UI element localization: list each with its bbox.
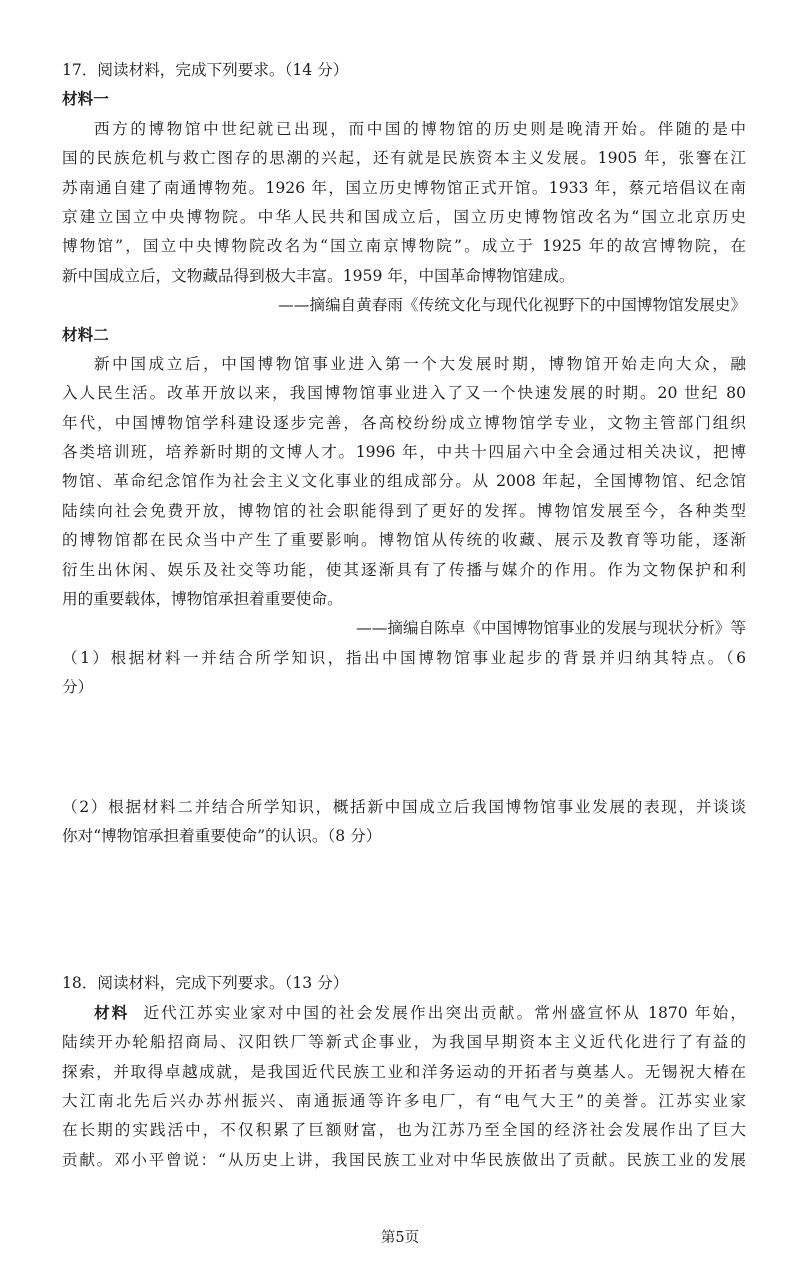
page-number: 第5页 — [380, 1230, 420, 1246]
paragraph-line: 新中国成立后，文物藏品得到极大丰富。1959 年，中国革命博物馆建成。 — [62, 266, 575, 285]
sub-question-line: 你对“博物馆承担着重要使命”的认识。（8 分） — [62, 826, 382, 845]
paragraph-line — [62, 999, 746, 1028]
paragraph-line: 大江南北先后兴办苏州振兴、南通振通等许多电厂，有“电气大王”的美誉。江苏实业家 — [62, 1091, 746, 1110]
paragraph-line: 在长期的实践活中，不仅积累了巨额财富，也为江苏乃至全国的经济社会发展作出了巨大 — [62, 1121, 746, 1140]
exam-page — [62, 56, 746, 1175]
sub-question-line: （1）根据材料一并结合所学知识，指出中国博物馆事业起步的背景并归纳其特点。（6 — [62, 648, 746, 667]
sub-question-2 — [62, 793, 746, 852]
paragraph-line: 国的民族危机与救亡图存的思潮的兴起，还有就是民族资本主义发展。1905 年，张謇在江 — [62, 149, 746, 168]
question-18-material — [62, 999, 746, 1175]
sub-question-1 — [62, 644, 746, 703]
material-1-source: ——摘编自黄春雨《传统文化与现代化视野下的中国博物馆发展史》 — [278, 296, 746, 315]
material-2-heading: 材料二 — [62, 325, 109, 344]
paragraph-line: 博物馆”，国立中央博物院改名为“国立南京博物院”。成立于 1925 年的故宫博物院，在 — [62, 237, 746, 256]
question-18-title: 18．阅读材料，完成下列要求。（13 分） — [62, 974, 349, 993]
material-1-heading: 材料一 — [62, 90, 109, 109]
paragraph-line: 入人民生活。改革开放以来，我国博物馆事业进入了又一个快速发展的时期。20 世纪 80 — [62, 384, 746, 403]
paragraph-line: 探索，并取得卓越成就，是我国近代民族工业和洋务运动的开拓者与奠基人。无锡祝大椿在 — [62, 1062, 746, 1081]
paragraph-line: 京建立国立中央博物院。中华人民共和国成立后，国立历史博物馆改名为“国立北京历史 — [62, 207, 746, 226]
sub-question-line: （2）根据材料二并结合所学知识，概括新中国成立后我国博物馆事业发展的表现，并谈谈 — [62, 797, 746, 816]
paragraph-line: 各类培训班，培养新时期的文博人才。1996 年，中共十四届六中全会通过相关决议，把博 — [62, 443, 746, 462]
paragraph-line: 用的重要载体，博物馆承担着重要使命。 — [62, 590, 343, 609]
material-1-body — [62, 115, 746, 291]
paragraph-line: 衍生出休闲、娱乐及社交等功能，使其逐渐具有了传播与媒介的作用。作为文物保护和利 — [62, 560, 746, 579]
paragraph-line: 西方的博物馆中世纪就已出现，而中国的博物馆的历史则是晚清开始。伴随的是中 — [94, 119, 746, 138]
material-2-source: ——摘编自陈卓《中国博物馆事业的发展与现状分析》等 — [356, 619, 746, 638]
paragraph-line: 年代，中国博物馆学科建设逐步完善，各高校纷纷成立博物馆学专业，文物主管部门组织 — [62, 413, 746, 432]
answer-space — [62, 703, 746, 793]
sub-question-line: 分） — [62, 678, 94, 697]
paragraph-line: 苏南通自建了南通博物苑。1926 年，国立历史博物馆正式开馆。1933 年，蔡元培倡议在南 — [62, 178, 746, 197]
paragraph-line: 物馆、革命纪念馆作为社会主义文化事业的组成部分。从 2008 年起，全国博物馆、纪念馆 — [62, 472, 746, 491]
answer-space — [62, 851, 746, 969]
paragraph-line: 贡献。邓小平曾说：“从历史上讲，我国民族工业对中华民族做出了贡献。民族工业的发展 — [62, 1150, 746, 1169]
paragraph-line: 的博物馆都在民众当中产生了重要影响。博物馆从传统的收藏、展示及教育等功能，逐渐 — [62, 531, 746, 550]
material-2-body — [62, 350, 746, 615]
paragraph-line: 陆续开办轮船招商局、汉阳铁厂等新式企事业，为我国早期资本主义近代化进行了有益的 — [62, 1033, 746, 1052]
material-label: 材料 — [94, 1003, 130, 1022]
material-first-line: 近代江苏实业家对中国的社会发展作出突出贡献。常州盛宣怀从 1870 年始， — [143, 1003, 746, 1022]
paragraph-line: 陆续向社会免费开放，博物馆的社会职能得到了更好的发挥。博物馆发展至今，各种类型 — [62, 501, 746, 520]
paragraph-line: 新中国成立后，中国博物馆事业进入第一个大发展时期，博物馆开始走向大众，融 — [94, 354, 746, 373]
question-17-title: 17．阅读材料，完成下列要求。（14 分） — [62, 61, 349, 79]
